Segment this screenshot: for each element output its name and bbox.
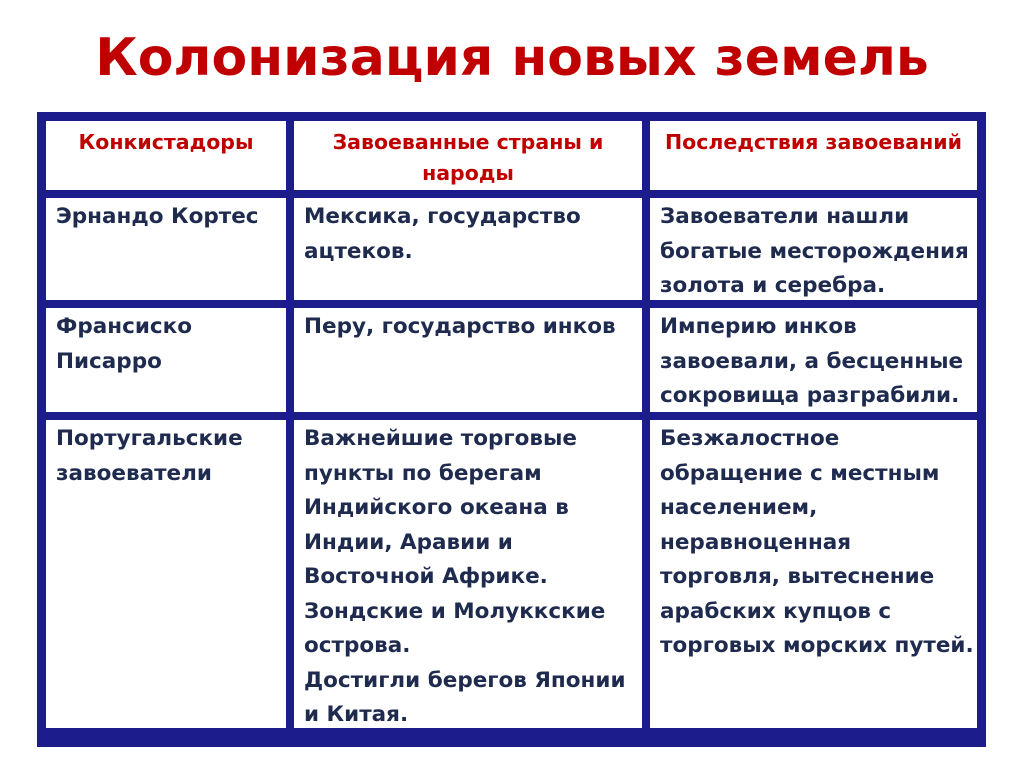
page-title: Колонизация новых земель <box>95 28 929 88</box>
cell-text: арабских купцов с <box>660 598 892 624</box>
cell-conquered-peru <box>290 304 646 416</box>
cell-text: завоевали, а бесценные <box>660 348 964 374</box>
header-text: народы <box>422 161 514 185</box>
cell-text: Достигли берегов Японии <box>304 667 626 693</box>
colonization-table <box>37 112 986 747</box>
header-conquered-lands <box>290 117 646 194</box>
header-text: Последствия завоеваний <box>665 130 962 154</box>
cell-text: сокровища разграбили. <box>660 383 960 408</box>
cell-text: Зондские и Молуккские <box>304 598 606 624</box>
cell-text: Мексика, государство <box>304 204 581 229</box>
cell-text: пункты по берегам <box>304 460 542 486</box>
cell-text: неравноценная <box>660 529 852 555</box>
cell-conquistador-portuguese <box>42 416 290 732</box>
cell-consequences-cortes <box>646 194 981 304</box>
cell-text: Перу, государство инков <box>304 314 616 339</box>
cell-conquistador-pizarro <box>42 304 290 416</box>
cell-text: Индийского океана в <box>304 495 569 520</box>
cell-text: Эрнандо Кортес <box>56 204 259 229</box>
cell-conquered-mexico <box>290 194 646 304</box>
cell-text: Франсиско <box>56 314 192 339</box>
cell-text: Империю инков <box>660 314 857 339</box>
header-text: Завоеванные страны и <box>332 130 604 154</box>
cell-text: Писарро <box>56 348 162 374</box>
cell-text: обращение с местным <box>660 460 940 486</box>
cell-text: завоеватели <box>56 460 212 486</box>
cell-conquered-trade-posts <box>290 416 646 732</box>
cell-consequences-pizarro <box>646 304 981 416</box>
cell-text: торговых морских путей. <box>660 633 974 658</box>
cell-text: ацтеков. <box>304 238 413 264</box>
cell-text: Восточной Африке. <box>304 564 548 589</box>
cell-text: Завоеватели нашли <box>660 204 910 229</box>
cell-text: и Китая. <box>304 702 409 727</box>
cell-text: золота и серебра. <box>660 273 886 298</box>
cell-text: острова. <box>304 633 411 658</box>
cell-text: Безжалостное <box>660 426 840 451</box>
cell-text: торговля, вытеснение <box>660 564 935 589</box>
header-conquistadors <box>42 117 290 194</box>
header-consequences <box>646 117 981 194</box>
cell-text: Важнейшие торговые <box>304 426 578 451</box>
cell-consequences-portuguese <box>646 416 981 732</box>
header-text: Конкистадоры <box>78 130 254 154</box>
cell-text: Индии, Аравии и <box>304 529 513 555</box>
cell-text: Португальские <box>56 426 243 451</box>
cell-text: богатые месторождения <box>660 238 969 264</box>
cell-conquistador-cortes <box>42 194 290 304</box>
cell-text: населением, <box>660 495 818 520</box>
